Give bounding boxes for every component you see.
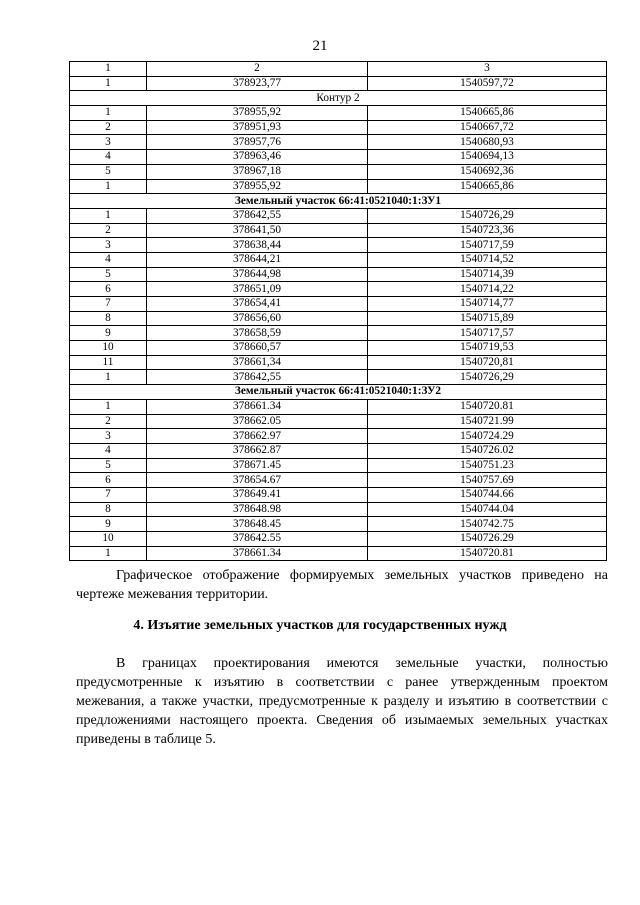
table-row xyxy=(70,135,607,150)
x-coordinate-cell: 378642,55 xyxy=(147,208,368,223)
table-row xyxy=(70,267,607,282)
y-coordinate-cell: 1540720.81 xyxy=(368,399,607,414)
y-coordinate-cell: 1540714,22 xyxy=(368,282,607,297)
y-coordinate-cell: 1540714,77 xyxy=(368,297,607,312)
x-coordinate-cell: 378654.67 xyxy=(147,473,368,488)
y-coordinate-cell: 1540751.23 xyxy=(368,458,607,473)
x-coordinate-cell: 378660,57 xyxy=(147,341,368,356)
point-number-cell: 1 xyxy=(70,546,147,561)
x-coordinate-cell: 378963,46 xyxy=(147,150,368,165)
point-number-cell: 6 xyxy=(70,282,147,297)
y-coordinate-cell: 1540742.75 xyxy=(368,517,607,532)
x-coordinate-cell: 378955,92 xyxy=(147,179,368,194)
point-number-cell: 3 xyxy=(70,429,147,444)
x-coordinate-cell: 378642,55 xyxy=(147,370,368,385)
table-row xyxy=(70,429,607,444)
section-title-cell: Контур 2 xyxy=(70,91,607,106)
y-coordinate-cell: 1540719,53 xyxy=(368,341,607,356)
table-row xyxy=(70,341,607,356)
section-title-cell: Земельный участок 66:41:0521040:1:ЗУ1 xyxy=(70,194,607,209)
point-number-cell: 11 xyxy=(70,355,147,370)
y-coordinate-cell: 1540724.29 xyxy=(368,429,607,444)
point-number-cell: 10 xyxy=(70,532,147,547)
table-row xyxy=(70,297,607,312)
point-number-cell: 2 xyxy=(70,120,147,135)
table-row xyxy=(70,76,607,91)
table-row xyxy=(70,252,607,267)
y-coordinate-cell: 1540692,36 xyxy=(368,164,607,179)
y-coordinate-cell: 1540714,52 xyxy=(368,252,607,267)
table-row xyxy=(70,164,607,179)
point-number-cell: 3 xyxy=(70,238,147,253)
point-number-cell: 1 xyxy=(70,399,147,414)
x-coordinate-cell: 378642.55 xyxy=(147,532,368,547)
header-cell-y: 3 xyxy=(368,62,607,77)
table-row xyxy=(70,502,607,517)
table-row xyxy=(70,399,607,414)
x-coordinate-cell: 378661.34 xyxy=(147,399,368,414)
y-coordinate-cell: 1540726,29 xyxy=(368,370,607,385)
x-coordinate-cell: 378662.87 xyxy=(147,443,368,458)
table-row xyxy=(70,458,607,473)
y-coordinate-cell: 1540726.02 xyxy=(368,443,607,458)
table-row xyxy=(70,443,607,458)
point-number-cell: 9 xyxy=(70,517,147,532)
header-cell-x: 2 xyxy=(147,62,368,77)
page-number: 21 xyxy=(312,38,328,54)
x-coordinate-cell: 378644,21 xyxy=(147,252,368,267)
y-coordinate-cell: 1540757.69 xyxy=(368,473,607,488)
y-coordinate-cell: 1540723,36 xyxy=(368,223,607,238)
y-coordinate-cell: 1540597,72 xyxy=(368,76,607,91)
x-coordinate-cell: 378662.05 xyxy=(147,414,368,429)
y-coordinate-cell: 1540680,93 xyxy=(368,135,607,150)
x-coordinate-cell: 378661.34 xyxy=(147,546,368,561)
coordinates-table xyxy=(69,61,607,561)
x-coordinate-cell: 378923,77 xyxy=(147,76,368,91)
table-row xyxy=(70,473,607,488)
y-coordinate-cell: 1540665,86 xyxy=(368,179,607,194)
table-row xyxy=(70,532,607,547)
table-row xyxy=(70,120,607,135)
table-row xyxy=(70,208,607,223)
point-number-cell: 1 xyxy=(70,208,147,223)
x-coordinate-cell: 378644,98 xyxy=(147,267,368,282)
x-coordinate-cell: 378638,44 xyxy=(147,238,368,253)
x-coordinate-cell: 378649.41 xyxy=(147,487,368,502)
point-number-cell: 4 xyxy=(70,443,147,458)
paragraph-land-seizure-text: В границах проектирования имеются земельные участки, полностью предусмотренные к изъятию в соответствии с ранее утвержденным проектом межевания, а также участки, предусмотренные к разделу и изъятию в соответствии с предложениями настоящего проекта. Сведения об изымаемых земельных участках приведены в таблице 5. xyxy=(76,656,608,747)
x-coordinate-cell: 378661,34 xyxy=(147,355,368,370)
point-number-cell: 1 xyxy=(70,370,147,385)
table-row xyxy=(70,311,607,326)
point-number-cell: 6 xyxy=(70,473,147,488)
point-number-cell: 1 xyxy=(70,76,147,91)
point-number-cell: 8 xyxy=(70,311,147,326)
point-number-cell: 9 xyxy=(70,326,147,341)
table-row xyxy=(70,106,607,121)
x-coordinate-cell: 378967,18 xyxy=(147,164,368,179)
point-number-cell: 1 xyxy=(70,106,147,121)
header-cell-point: 1 xyxy=(70,62,147,77)
table-row xyxy=(70,546,607,561)
x-coordinate-cell: 378951,93 xyxy=(147,120,368,135)
x-coordinate-cell: 378654,41 xyxy=(147,297,368,312)
paragraph-graphic-display-text: Графическое отображение формируемых земельных участков приведено на чертеже межевания территории. xyxy=(76,568,608,602)
point-number-cell: 1 xyxy=(70,179,147,194)
y-coordinate-cell: 1540665,86 xyxy=(368,106,607,121)
point-number-cell: 5 xyxy=(70,164,147,179)
table-row xyxy=(70,179,607,194)
point-number-cell: 5 xyxy=(70,267,147,282)
point-number-cell: 3 xyxy=(70,135,147,150)
section-title-row xyxy=(70,91,607,106)
y-coordinate-cell: 1540717,59 xyxy=(368,238,607,253)
section-heading: 4. Изъятие земельных участков для государственных нужд xyxy=(133,618,507,633)
y-coordinate-cell: 1540694,13 xyxy=(368,150,607,165)
point-number-cell: 7 xyxy=(70,297,147,312)
y-coordinate-cell: 1540720.81 xyxy=(368,546,607,561)
point-number-cell: 4 xyxy=(70,150,147,165)
x-coordinate-cell: 378651,09 xyxy=(147,282,368,297)
y-coordinate-cell: 1540714,39 xyxy=(368,267,607,282)
y-coordinate-cell: 1540744.04 xyxy=(368,502,607,517)
table-row xyxy=(70,370,607,385)
table-row xyxy=(70,238,607,253)
x-coordinate-cell: 378957,76 xyxy=(147,135,368,150)
x-coordinate-cell: 378641,50 xyxy=(147,223,368,238)
table-row xyxy=(70,326,607,341)
y-coordinate-cell: 1540744.66 xyxy=(368,487,607,502)
x-coordinate-cell: 378955,92 xyxy=(147,106,368,121)
section-title-row xyxy=(70,385,607,400)
table-row xyxy=(70,414,607,429)
x-coordinate-cell: 378658,59 xyxy=(147,326,368,341)
point-number-cell: 10 xyxy=(70,341,147,356)
section-title-cell: Земельный участок 66:41:0521040:1:ЗУ2 xyxy=(70,385,607,400)
table-row xyxy=(70,355,607,370)
y-coordinate-cell: 1540717,57 xyxy=(368,326,607,341)
y-coordinate-cell: 1540720,81 xyxy=(368,355,607,370)
x-coordinate-cell: 378648.45 xyxy=(147,517,368,532)
point-number-cell: 4 xyxy=(70,252,147,267)
y-coordinate-cell: 1540715,89 xyxy=(368,311,607,326)
x-coordinate-cell: 378671.45 xyxy=(147,458,368,473)
table-row xyxy=(70,282,607,297)
table-row xyxy=(70,517,607,532)
point-number-cell: 2 xyxy=(70,414,147,429)
point-number-cell: 2 xyxy=(70,223,147,238)
y-coordinate-cell: 1540726.29 xyxy=(368,532,607,547)
paragraph-graphic-display xyxy=(76,566,608,604)
x-coordinate-cell: 378648.98 xyxy=(147,502,368,517)
table-row xyxy=(70,223,607,238)
x-coordinate-cell: 378656,60 xyxy=(147,311,368,326)
y-coordinate-cell: 1540667,72 xyxy=(368,120,607,135)
point-number-cell: 8 xyxy=(70,502,147,517)
x-coordinate-cell: 378662.97 xyxy=(147,429,368,444)
y-coordinate-cell: 1540726,29 xyxy=(368,208,607,223)
point-number-cell: 5 xyxy=(70,458,147,473)
section-title-row xyxy=(70,194,607,209)
table-header-row xyxy=(70,62,607,77)
coordinates-table-body xyxy=(70,62,607,561)
table-row xyxy=(70,150,607,165)
table-row xyxy=(70,487,607,502)
y-coordinate-cell: 1540721.99 xyxy=(368,414,607,429)
paragraph-land-seizure xyxy=(76,654,608,749)
point-number-cell: 7 xyxy=(70,487,147,502)
